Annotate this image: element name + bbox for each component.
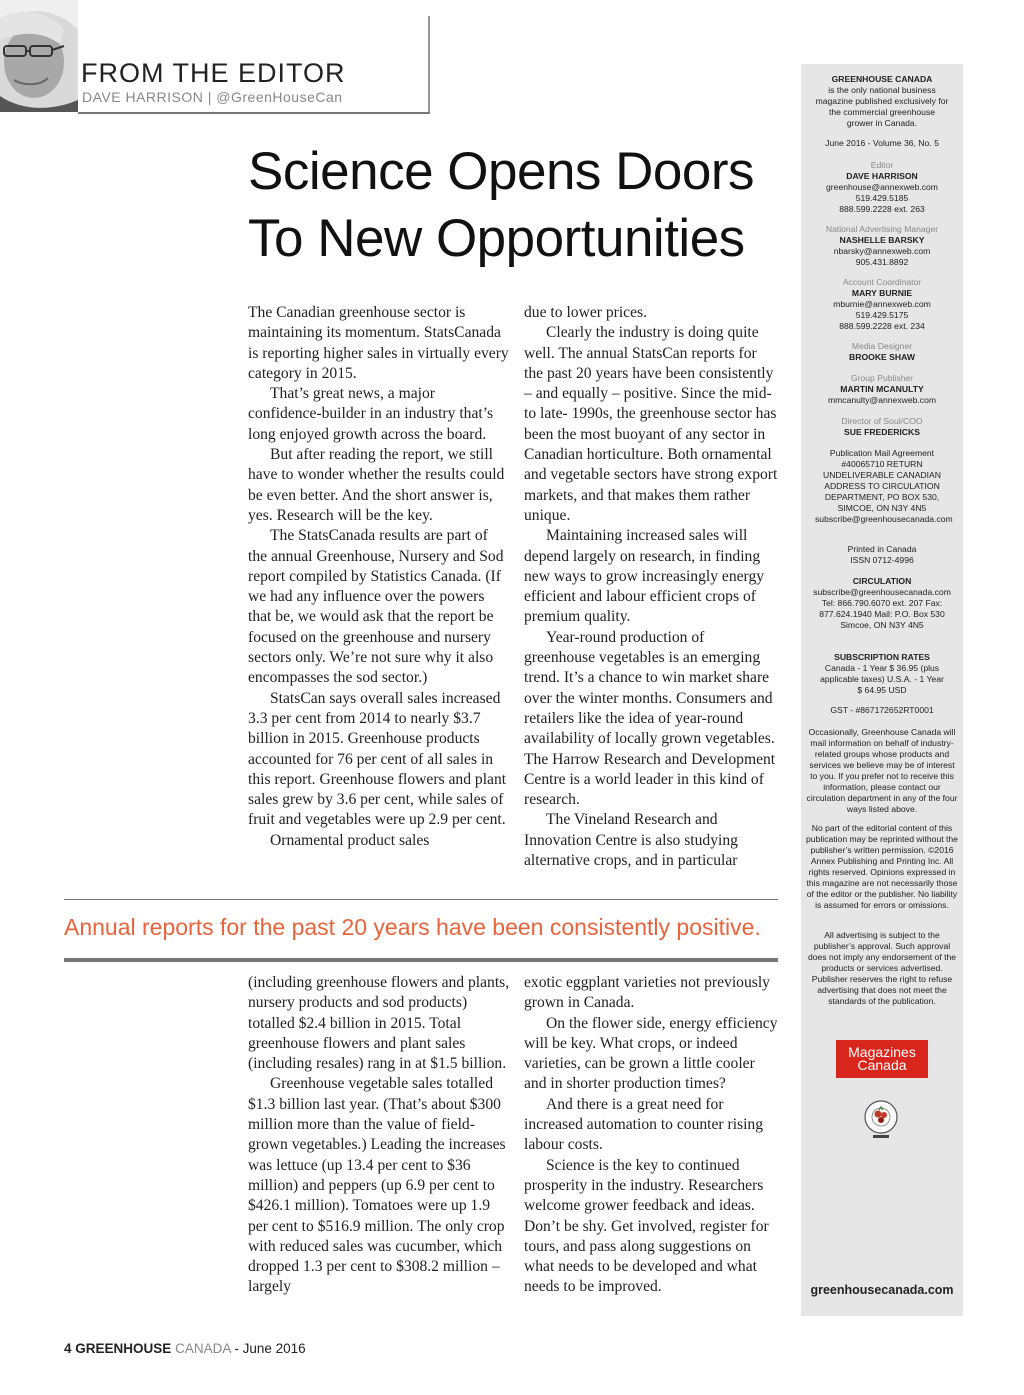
- masthead-description: is the only national business magazine published exclusively for the commercial greenhouse grower in Canada.: [815, 85, 949, 128]
- article-column-2: [524, 303, 778, 871]
- publication-name-light: CANADA: [175, 1341, 231, 1356]
- issue-info: June 2016 - Volume 36, No. 5: [825, 138, 939, 148]
- growers-association-seal-icon: [861, 1098, 901, 1140]
- advertising-notice: All advertising is subject to the publisher’s approval. Such approval does not imply any endorsement of the products or services advertised. Publisher reserves the right to refuse advertising that does not meet the standards of the publication.: [807, 930, 957, 1006]
- staff-name: NASHELLE BARSKY: [839, 235, 925, 245]
- staff-role: Director of Soul/COO: [841, 416, 923, 426]
- paragraph: The Canadian greenhouse sector is maintaining its momentum. StatsCanada is reporting higher sales in virtually every category in 2015.: [248, 304, 509, 382]
- paragraph: (including greenhouse flowers and plants, nursery products and sod products) totalled $2.4 billion in 2015. Total greenhouse flowers and plant sales (including resales) rang in at $1.5 billion.: [248, 974, 510, 1073]
- subscription-title: SUBSCRIPTION RATES: [834, 652, 930, 662]
- staff-role: Editor: [870, 160, 894, 170]
- staff-email: greenhouse@annexweb.com: [826, 182, 938, 192]
- page-number: 4: [64, 1341, 72, 1356]
- staff-account: [801, 277, 963, 332]
- circulation-title: CIRCULATION: [852, 576, 912, 586]
- staff-name: SUE FREDERICKS: [844, 427, 920, 437]
- page-footer: [64, 1341, 306, 1356]
- pull-quote: Annual reports for the past 20 years have been consistently positive.: [64, 914, 761, 940]
- staff-phone: 888.599.2228 ext. 234: [839, 321, 925, 331]
- paragraph: Maintaining increased sales will depend largely on research, in finding new ways to grow increasingly energy efficient and labour efficient crops of premium quality.: [524, 527, 765, 626]
- logo-line-2: Canada: [857, 1057, 907, 1073]
- paragraph: Greenhouse vegetable sales totalled $1.3 billion last year. (That’s about $300 million more than the value of field-grown vegetables.) Leading the increases was lettuce (up 13.4 per cent to $36 million) and peppers (up 6.9 per cent to $426.1 million). Tomatoes were up 1.9 per cent to $516.9 million. The only crop with reduced sales was cucumber, which dropped 1.3 per cent to $308.2 million – largely: [248, 1075, 506, 1296]
- staff-name: BROOKE SHAW: [849, 352, 915, 362]
- staff-phone: 519.429.5185: [855, 193, 909, 203]
- mailing-notice: Occasionally, Greenhouse Canada will mail information on behalf of industry-related groups whose products and services we believe may be of interest to you. If you prefer not to receive this information, please contact our circulation department in any of the four ways listed above.: [806, 727, 958, 814]
- paragraph: On the flower side, energy efficiency will be key. What crops, or indeed varieties, can be grown a little cooler and in shorter production times?: [524, 1014, 778, 1093]
- paragraph: And there is a great need for increased automation to counter rising labour costs.: [524, 1095, 764, 1154]
- paragraph: The Vineland Research and Innovation Centre is also studying alternative crops, and in particular: [524, 811, 738, 870]
- copyright-notice: No part of the editorial content of this publication may be reprinted without the publisher’s written permission. ©2016 Annex Publishing and Printing Inc. All rights reserved. Opinions expressed in this magazine are not necessarily those of the editor or the publisher. No liability is assumed for errors or omissions.: [806, 823, 958, 910]
- paragraph: The StatsCanada results are part of the annual Greenhouse, Nursery and Sod report compiled by Statistics Canada. (If we had any influence over the powers that be, we would ask that the report be focused on the greenhouse and nursery sectors only. We’re not sure why it also encompasses the sod sector.): [248, 527, 504, 687]
- staff-advertising: [801, 224, 963, 268]
- paragraph: Ornamental product sales: [270, 831, 430, 849]
- staff-role: Account Coordinator: [842, 277, 922, 287]
- staff-director: [801, 416, 963, 438]
- paragraph: due to lower prices.: [524, 304, 647, 321]
- masthead-title: GREENHOUSE CANADA: [831, 74, 933, 84]
- paragraph: StatsCan says overall sales increased 3.3 per cent from 2014 to nearly $3.7 billion in 2015. Greenhouse products accounted for 76 per cent of all sales in this report. Greenhouse flowers and plant sales grew by 3.6 per cent, while sales of fruit and vegetables were up 2.9 per cent.: [248, 689, 507, 829]
- byline: DAVE HARRISON | @GreenHouseCan: [82, 89, 343, 105]
- staff-email: nbarsky@annexweb.com: [833, 246, 931, 256]
- staff-name: MARTIN MCANULTY: [840, 384, 924, 394]
- logo-line-1: Magazines: [848, 1044, 916, 1060]
- gst-number: GST - #867172652RT0001: [830, 705, 934, 715]
- paragraph: exotic eggplant varieties not previously grown in Canada.: [524, 974, 770, 1012]
- staff-publisher: [801, 373, 963, 406]
- publication-name-bold: GREENHOUSE: [75, 1341, 172, 1356]
- postal-info: Publication Mail Agreement #40065710 RETURN UNDELIVERABLE CANADIAN ADDRESS TO CIRCULATION DEPARTMENT, PO BOX 530, SIMCOE, ON N3Y 4N5 subscribe@greenhousecanada.com: [815, 448, 953, 524]
- printed-info: Printed in Canada ISSN 0712-4996: [847, 544, 917, 565]
- header-rule: [78, 112, 430, 114]
- editor-photo: [0, 0, 78, 112]
- circulation-info: subscribe@greenhousecanada.com Tel: 866.790.6070 ext. 207 Fax: 877.624.1940 Mail: P.O. Box 530 Simcoe, ON N3Y 4N5: [813, 587, 951, 630]
- title-line-2: To New Opportunities: [248, 209, 745, 268]
- page-title: [248, 138, 788, 272]
- paragraph: Year-round production of greenhouse vegetables is an emerging trend. It’s a chance to win market share over the winter months. Consumers and retailers like the idea of year-round availability of locally grown vegetables. The Harrow Research and Development Centre is a world leader in this kind of research.: [524, 628, 776, 809]
- paragraph: Clearly the industry is doing quite well. The annual StatsCan reports for the past 20 years have been consistently – and equally – positive. Since the mid- to late- 1990s, the greenhouse sector has been the most buoyant of any sector in Canadian horticulture. Both ornamental and vegetable sectors have strong export markets, and that makes them rather unique.: [524, 324, 778, 524]
- subscription-rates: Canada - 1 Year $ 36.95 (plus applicable taxes) U.S.A. - 1 Year $ 64.95 USD: [820, 663, 944, 695]
- staff-phone: 519.429.5175: [855, 310, 909, 320]
- article-column-3: [248, 973, 510, 1298]
- staff-role: Group Publisher: [850, 373, 914, 383]
- pullquote-bottom-rule: [64, 958, 778, 962]
- magazines-canada-logo: [836, 1040, 928, 1078]
- staff-name: MARY BURNIE: [851, 288, 913, 298]
- paragraph: Science is the key to continued prosperity in the industry. Researchers welcome grower feedback and ideas. Don’t be shy. Get involved, register for tours, and pass along suggestions on what needs to be developed and what needs to be improved.: [524, 1156, 769, 1296]
- staff-editor: [801, 160, 963, 215]
- staff-email: mburnie@annexweb.com: [833, 299, 931, 309]
- title-line-1: Science Opens Doors: [248, 142, 755, 201]
- article-column-4: [524, 973, 778, 1298]
- website-url[interactable]: greenhousecanada.com: [810, 1283, 954, 1297]
- pullquote-top-rule: [64, 899, 778, 900]
- paragraph: But after reading the report, we still have to wonder whether the results could be even better. And the short answer is, yes. Research will be the key.: [248, 446, 505, 524]
- header-vertical-rule: [428, 16, 430, 114]
- staff-phone: 888.599.2228 ext. 263: [839, 204, 925, 214]
- issue-date: - June 2016: [234, 1341, 306, 1356]
- staff-name: DAVE HARRISON: [846, 171, 918, 181]
- staff-role: Media Designer: [851, 341, 913, 351]
- staff-email: mmcanulty@annexweb.com: [827, 395, 937, 405]
- staff-phone: 905.431.8892: [855, 257, 909, 267]
- article-column-1: [248, 303, 510, 851]
- staff-role: National Advertising Manager: [825, 224, 939, 234]
- section-title: FROM THE EDITOR: [81, 58, 346, 88]
- staff-designer: [801, 341, 963, 363]
- paragraph: That’s great news, a major confidence-builder in an industry that’s long enjoyed growth across the board.: [248, 385, 494, 443]
